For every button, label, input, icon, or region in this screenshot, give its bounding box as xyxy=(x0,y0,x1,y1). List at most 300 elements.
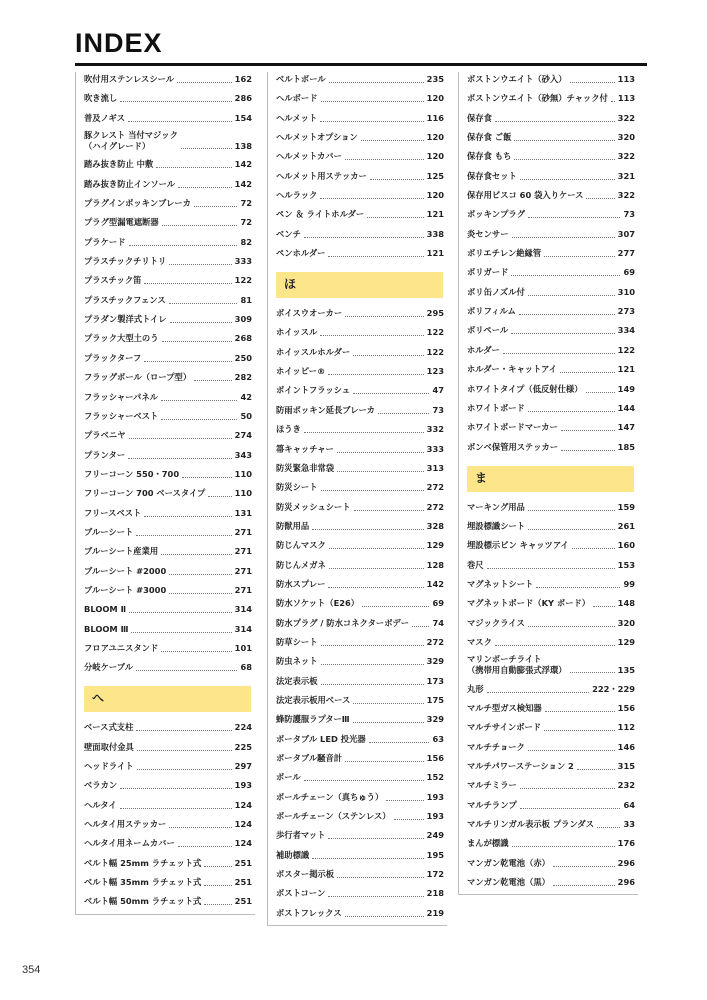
entry-page: 277 xyxy=(617,248,635,259)
entry-name: ポリガード xyxy=(467,267,509,278)
dot-leader xyxy=(320,335,423,336)
entry-page: 120 xyxy=(426,151,444,162)
section-heading: ま xyxy=(467,466,634,492)
entry-page: 338 xyxy=(426,228,444,239)
entry-page: 320 xyxy=(617,617,635,628)
dot-leader xyxy=(561,430,615,431)
index-entry xyxy=(76,660,255,674)
entry-name: ホワイトボードマーカー xyxy=(467,422,558,433)
entry-page: 113 xyxy=(617,74,635,84)
index-entry xyxy=(268,886,447,900)
entry-page: 120 xyxy=(426,190,444,201)
dot-leader xyxy=(181,148,232,149)
index-entry xyxy=(459,440,638,454)
entry-name: ヘルタイ xyxy=(84,799,117,810)
entry-page: 72 xyxy=(240,217,252,228)
index-entry xyxy=(76,564,255,578)
dot-leader xyxy=(362,606,429,607)
dot-leader xyxy=(144,361,231,362)
dot-leader xyxy=(561,450,615,451)
index-entry xyxy=(459,111,638,125)
dot-leader xyxy=(321,664,424,665)
index-entry xyxy=(76,641,255,655)
dot-leader xyxy=(520,788,615,789)
dot-leader xyxy=(495,645,615,646)
entry-page: 144 xyxy=(617,402,635,413)
index-entry xyxy=(76,293,255,307)
entry-page: 156 xyxy=(617,702,635,713)
entry-name: ヘッドライト xyxy=(84,761,134,771)
entry-name: 普及ノギス xyxy=(84,112,125,123)
entry-page: 149 xyxy=(617,383,635,394)
index-entry xyxy=(268,732,447,746)
entry-name: ポリ缶ノズル付 xyxy=(467,286,525,297)
entry-page: 333 xyxy=(234,256,252,267)
entry-page: 125 xyxy=(426,170,444,181)
entry-page: 138 xyxy=(234,141,252,152)
entry-name: ブルーシート #3000 xyxy=(84,584,167,595)
entry-name: 丸形 xyxy=(467,683,484,694)
dot-leader xyxy=(353,355,423,356)
dot-leader xyxy=(169,827,231,828)
dot-leader xyxy=(544,730,615,731)
index-entry xyxy=(459,169,638,183)
index-entry xyxy=(459,817,638,831)
entry-page: 131 xyxy=(234,507,252,518)
entry-name: ヘルメットカバー xyxy=(276,151,342,162)
entry-page: 322 xyxy=(617,112,635,123)
entry-name: ポストンウエイト（砂入） xyxy=(467,74,567,84)
entry-name: ベルト幅 35mm ラチェット式 xyxy=(84,877,202,888)
dot-leader xyxy=(577,769,615,770)
index-entry xyxy=(268,770,447,784)
dot-leader xyxy=(321,684,424,685)
entry-name: 防雨ポッキン延長ブレーカ xyxy=(276,404,375,415)
index-entry xyxy=(459,577,638,591)
dot-leader xyxy=(161,400,238,401)
dot-leader xyxy=(161,554,231,555)
index-entry xyxy=(459,596,638,610)
dot-leader xyxy=(328,587,423,588)
entry-page: 195 xyxy=(426,849,444,860)
dot-leader xyxy=(570,82,615,83)
index-entry xyxy=(459,798,638,812)
dot-leader xyxy=(378,413,429,414)
dot-leader xyxy=(337,877,424,878)
dot-leader xyxy=(169,574,231,575)
index-entry xyxy=(268,867,447,881)
dot-leader xyxy=(386,800,423,801)
entry-page: 173 xyxy=(426,675,444,686)
entry-name: 防草シート xyxy=(276,636,318,647)
entry-page: 310 xyxy=(617,286,635,297)
entry-name: ホイッピー® xyxy=(276,366,326,377)
entry-name: フラッシャーパネル xyxy=(84,391,158,402)
entry-name: 防じんメガネ xyxy=(276,559,326,570)
index-entry xyxy=(459,382,638,396)
dot-leader xyxy=(136,535,231,536)
index-entry xyxy=(268,149,447,163)
index-entry xyxy=(76,157,255,171)
index-column-3 xyxy=(458,72,638,895)
entry-page: 116 xyxy=(426,112,444,123)
index-entry xyxy=(268,207,447,221)
index-entry xyxy=(76,215,255,229)
entry-name: BLOOM Ⅲ xyxy=(84,623,129,634)
entry-name: ヘルタイ用ネームカバー xyxy=(84,838,175,849)
entry-page: 120 xyxy=(426,132,444,143)
dot-leader xyxy=(329,548,424,549)
index-entry xyxy=(76,583,255,597)
entry-page: 271 xyxy=(234,546,252,557)
entry-name: フラッグポール（ロープ型） xyxy=(84,372,192,383)
index-entry xyxy=(268,461,447,475)
index-entry xyxy=(459,720,638,734)
dot-leader xyxy=(177,82,232,83)
entry-page: 249 xyxy=(426,830,444,841)
index-entry xyxy=(459,701,638,715)
dot-leader xyxy=(129,612,232,613)
entry-name: ポータブル LED 投光器 xyxy=(276,733,366,744)
dot-leader xyxy=(593,606,615,607)
dot-leader xyxy=(161,651,231,652)
index-entry xyxy=(459,285,638,299)
dot-leader xyxy=(337,471,424,472)
index-entry xyxy=(76,817,255,831)
index-entry xyxy=(268,246,447,260)
entry-page: 81 xyxy=(240,294,252,305)
entry-name: マルチチョーク xyxy=(467,741,525,752)
entry-name: 巻尺 xyxy=(467,559,484,570)
dot-leader xyxy=(487,568,615,569)
dot-leader xyxy=(204,904,231,905)
entry-name: 踏み抜き防止インソール xyxy=(84,178,176,189)
entry-page: 251 xyxy=(234,857,252,868)
index-entry xyxy=(268,169,447,183)
dot-leader xyxy=(161,419,237,420)
entry-name: マンガン乾電池（黒） xyxy=(467,877,550,888)
entry-name: プラグインポッキンブレーカ xyxy=(84,198,191,209)
entry-page: 68 xyxy=(240,662,252,673)
entry-name: マグネットシート xyxy=(467,578,534,589)
dot-leader xyxy=(487,692,589,693)
entry-page: 222・229 xyxy=(592,683,635,694)
dot-leader xyxy=(536,587,620,588)
entry-name: ホルダー・キャットアイ xyxy=(467,364,557,375)
dot-leader xyxy=(321,490,424,491)
dot-leader xyxy=(370,179,424,180)
entry-page: 147 xyxy=(617,422,635,433)
entry-page: 124 xyxy=(234,799,252,810)
dot-leader xyxy=(553,866,615,867)
dot-leader xyxy=(156,167,231,168)
index-entry xyxy=(76,525,255,539)
dot-leader xyxy=(586,392,615,393)
entry-name: ポール xyxy=(276,772,301,783)
dot-leader xyxy=(394,819,424,820)
entry-name: ポストフレックス xyxy=(276,907,342,918)
entry-name: 防水ソケット（E26） xyxy=(276,598,360,609)
entry-page: 135 xyxy=(617,665,635,676)
index-entry xyxy=(268,72,447,86)
entry-name: ホイッスル xyxy=(276,327,318,338)
index-entry xyxy=(268,325,447,339)
index-entry xyxy=(268,188,447,202)
dot-leader xyxy=(329,568,424,569)
dot-leader xyxy=(128,121,232,122)
index-entry xyxy=(76,486,255,500)
entry-page: 309 xyxy=(234,314,252,325)
entry-page: 272 xyxy=(426,636,444,647)
entry-name: ポストンウエイト（砂無）チャック付 xyxy=(467,93,608,104)
entry-page: 315 xyxy=(617,761,635,771)
entry-name: ベルトポール xyxy=(276,74,326,84)
entry-name: ブルーシート産業用 xyxy=(84,546,159,557)
index-entry xyxy=(76,720,255,734)
index-entry xyxy=(459,91,638,105)
index-entry xyxy=(76,351,255,365)
entry-name: マルチサインボード xyxy=(467,722,542,733)
index-entry xyxy=(268,403,447,417)
title-rule xyxy=(75,63,647,66)
entry-page: 321 xyxy=(617,170,635,181)
dot-leader xyxy=(367,217,424,218)
index-entry xyxy=(268,538,447,552)
dot-leader xyxy=(337,452,424,453)
dot-leader xyxy=(162,341,232,342)
dot-leader xyxy=(137,769,232,770)
index-column-1 xyxy=(75,72,255,915)
entry-name: 保存食 もち xyxy=(467,151,512,162)
entry-page: 251 xyxy=(234,896,252,907)
dot-leader xyxy=(528,295,615,296)
entry-name: 保存用ビスコ 60 袋入りケース xyxy=(467,190,584,201)
entry-page: 224 xyxy=(234,722,252,733)
index-entry xyxy=(268,422,447,436)
entry-page: 123 xyxy=(426,366,444,377)
dot-leader xyxy=(144,516,231,517)
dot-leader xyxy=(528,626,615,627)
index-entry xyxy=(459,149,638,163)
dot-leader xyxy=(514,140,614,141)
dot-leader xyxy=(345,916,424,917)
index-entry xyxy=(268,751,447,765)
dot-leader xyxy=(329,82,424,83)
entry-name: フリーコーン 550・700 xyxy=(84,468,180,479)
entry-name: ヘルラック xyxy=(276,190,318,201)
entry-name: ヘルメット用ステッカー xyxy=(276,170,367,181)
entry-page: 193 xyxy=(426,811,444,822)
dot-leader xyxy=(204,885,231,886)
entry-page: 219 xyxy=(426,907,444,918)
entry-name: ポリエチレン絶縁管 xyxy=(467,248,542,259)
entry-page: 110 xyxy=(234,488,252,499)
entry-name: 分岐ケーブル xyxy=(84,662,134,673)
index-entry xyxy=(268,364,447,378)
index-column-2 xyxy=(267,72,447,926)
entry-page: 112 xyxy=(617,722,635,733)
dot-leader xyxy=(131,632,231,633)
index-entry xyxy=(268,500,447,514)
index-entry xyxy=(459,538,638,552)
index-entry xyxy=(76,759,255,773)
entry-page: 152 xyxy=(426,772,444,783)
dot-leader xyxy=(519,314,615,315)
index-entry xyxy=(76,875,255,889)
index-entry xyxy=(268,130,447,144)
entry-page: 250 xyxy=(234,352,252,363)
entry-name: マリンポーチライト （携帯用自動膨張式浮環） xyxy=(467,654,567,676)
index-entry xyxy=(268,790,447,804)
entry-page: 273 xyxy=(617,306,635,317)
dot-leader xyxy=(136,730,231,731)
index-entry xyxy=(76,836,255,850)
index-entry xyxy=(459,558,638,572)
dot-leader xyxy=(170,322,232,323)
entry-page: 142 xyxy=(426,578,444,589)
entry-name: 豚クレスト 当付マジック （ハイグレード） xyxy=(84,130,178,152)
entry-name: フリーコーン 700 ベースタイプ xyxy=(84,488,206,499)
entry-name: プラック大型土のう xyxy=(84,333,159,344)
index-entry xyxy=(76,254,255,268)
index-entry xyxy=(268,596,447,610)
index-entry xyxy=(268,442,447,456)
entry-page: 172 xyxy=(426,869,444,880)
index-entry xyxy=(268,345,447,359)
entry-name: 壁面取付金具 xyxy=(84,741,134,752)
index-entry xyxy=(76,544,255,558)
entry-page: 153 xyxy=(617,559,635,570)
entry-name: ブルーシート #2000 xyxy=(84,565,167,576)
entry-page: 314 xyxy=(234,623,252,634)
dot-leader xyxy=(129,245,238,246)
index-entry xyxy=(459,519,638,533)
dot-leader xyxy=(353,703,423,704)
dot-leader xyxy=(129,438,232,439)
entry-name: マルチランプ xyxy=(467,799,517,810)
entry-name: 保存食セット xyxy=(467,170,517,181)
entry-name: マグネットボード（KY ボード） xyxy=(467,598,591,609)
entry-page: 329 xyxy=(426,656,444,667)
entry-page: 286 xyxy=(234,93,252,104)
index-entry xyxy=(459,304,638,318)
entry-name: プラックターフ xyxy=(84,352,142,363)
dot-leader xyxy=(312,529,423,530)
index-entry xyxy=(76,778,255,792)
index-entry xyxy=(459,654,638,676)
entry-page: 122 xyxy=(617,344,635,355)
entry-name: BLOOM Ⅱ xyxy=(84,604,127,615)
entry-name: マルチミラー xyxy=(467,780,517,791)
entry-page: 271 xyxy=(234,526,252,537)
entry-page: 142 xyxy=(234,178,252,189)
entry-page: 282 xyxy=(234,372,252,383)
entry-page: 129 xyxy=(617,636,635,647)
index-entry xyxy=(268,383,447,397)
dot-leader xyxy=(194,380,232,381)
entry-name: ベルト幅 50mm ラチェット式 xyxy=(84,896,202,907)
dot-leader xyxy=(353,393,429,394)
entry-name: ポールチェーン（ステンレス） xyxy=(276,811,391,822)
dot-leader xyxy=(304,432,424,433)
entry-name: プラグ型漏電遮断器 xyxy=(84,217,159,228)
entry-name: ポイントフラッシュ xyxy=(276,385,351,396)
entry-name: マルチパワーステーション 2 xyxy=(467,761,574,771)
dot-leader xyxy=(572,548,615,549)
entry-page: 295 xyxy=(426,308,444,319)
index-entry xyxy=(76,111,255,125)
entry-name: 防水プラグ / 防水コネクターボデー xyxy=(276,617,410,628)
entry-name: 補助標識 xyxy=(276,849,310,860)
entry-name: 防災緊急非常袋 xyxy=(276,462,335,473)
entry-page: 64 xyxy=(623,799,635,810)
dot-leader xyxy=(528,217,620,218)
index-entry xyxy=(268,809,447,823)
entry-name: プラスチックフェンス xyxy=(84,294,166,305)
dot-leader xyxy=(361,140,424,141)
dot-leader xyxy=(495,121,615,122)
index-entry xyxy=(268,693,447,707)
dot-leader xyxy=(528,529,615,530)
index-entry xyxy=(76,273,255,287)
entry-name: 防獣用品 xyxy=(276,520,310,531)
entry-page: 272 xyxy=(426,482,444,493)
dot-leader xyxy=(136,670,237,671)
index-entry xyxy=(459,72,638,86)
entry-page: 334 xyxy=(617,325,635,336)
dot-leader xyxy=(611,101,615,102)
entry-name: プランター xyxy=(84,449,126,460)
entry-page: 146 xyxy=(617,741,635,752)
dot-leader xyxy=(144,283,231,284)
entry-name: 防災シート xyxy=(276,482,318,493)
entry-page: 271 xyxy=(234,584,252,595)
entry-page: 268 xyxy=(234,333,252,344)
entry-name: ベース式支柱 xyxy=(84,722,134,733)
index-entry xyxy=(459,362,638,376)
index-entry xyxy=(76,448,255,462)
dot-leader xyxy=(208,496,231,497)
entry-page: 162 xyxy=(234,74,252,84)
entry-name: ホワイトタイプ（低反射仕様） xyxy=(467,383,583,394)
dot-leader xyxy=(169,593,231,594)
entry-page: 124 xyxy=(234,819,252,830)
index-entry xyxy=(459,207,638,221)
entry-name: ヘルタイ用ステッカー xyxy=(84,819,167,830)
entry-page: 69 xyxy=(623,267,635,278)
entry-name: 歩行者マット xyxy=(276,830,326,841)
index-entry xyxy=(76,72,255,86)
entry-name: フラッシャーベスト xyxy=(84,410,159,421)
entry-page: 296 xyxy=(617,857,635,868)
entry-page: 63 xyxy=(432,733,444,744)
entry-page: 313 xyxy=(426,462,444,473)
entry-name: ボンベ保管用ステッカー xyxy=(467,441,559,452)
index-entry xyxy=(268,616,447,630)
index-entry xyxy=(76,196,255,210)
entry-page: 99 xyxy=(623,578,635,589)
entry-name: ボイスウオーカー xyxy=(276,308,343,319)
index-entry xyxy=(76,856,255,870)
index-entry xyxy=(268,227,447,241)
dot-leader xyxy=(328,896,423,897)
entry-name: フリースベスト xyxy=(84,507,142,518)
index-entry xyxy=(268,828,447,842)
dot-leader xyxy=(512,237,615,238)
index-entry xyxy=(76,409,255,423)
index-entry xyxy=(76,740,255,754)
entry-page: 142 xyxy=(234,159,252,170)
